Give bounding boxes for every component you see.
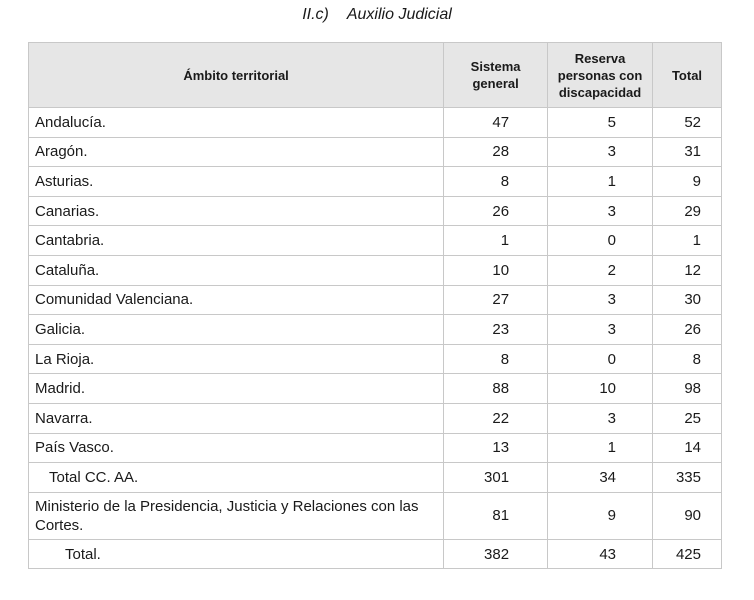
row-total: 12 <box>653 255 722 285</box>
row-total: 25 <box>653 403 722 433</box>
row-sistema: 8 <box>444 344 548 374</box>
row-name: Ministerio de la Presidencia, Justicia y Relaciones con las Cortes. <box>29 492 444 539</box>
row-reserva: 3 <box>548 285 653 315</box>
grand-total-row <box>29 539 722 569</box>
row-name: Total. <box>29 539 444 569</box>
row-reserva: 34 <box>548 463 653 493</box>
table-row <box>29 344 722 374</box>
row-reserva: 1 <box>548 167 653 197</box>
row-total: 9 <box>653 167 722 197</box>
row-total: 29 <box>653 196 722 226</box>
table-row <box>29 167 722 197</box>
row-name: Navarra. <box>29 403 444 433</box>
row-reserva: 3 <box>548 403 653 433</box>
row-total: 90 <box>653 492 722 539</box>
row-total: 31 <box>653 137 722 167</box>
row-sistema: 1 <box>444 226 548 256</box>
row-name: Asturias. <box>29 167 444 197</box>
row-total: 8 <box>653 344 722 374</box>
row-name: Canarias. <box>29 196 444 226</box>
row-reserva: 0 <box>548 344 653 374</box>
row-total: 30 <box>653 285 722 315</box>
table-row <box>29 255 722 285</box>
row-total: 98 <box>653 374 722 404</box>
header-total: Total <box>653 43 722 108</box>
row-sistema: 8 <box>444 167 548 197</box>
row-reserva: 9 <box>548 492 653 539</box>
row-name: Madrid. <box>29 374 444 404</box>
row-sistema: 88 <box>444 374 548 404</box>
row-name: Andalucía. <box>29 108 444 138</box>
row-sistema: 47 <box>444 108 548 138</box>
row-name: Total CC. AA. <box>29 463 444 493</box>
table-row <box>29 403 722 433</box>
row-name: La Rioja. <box>29 344 444 374</box>
title-text: Auxilio Judicial <box>346 6 452 23</box>
row-total: 1 <box>653 226 722 256</box>
table-row <box>29 196 722 226</box>
row-reserva: 3 <box>548 137 653 167</box>
row-sistema: 23 <box>444 315 548 345</box>
row-total: 425 <box>653 539 722 569</box>
row-reserva: 3 <box>548 315 653 345</box>
row-sistema: 26 <box>444 196 548 226</box>
table-row <box>29 226 722 256</box>
row-total: 14 <box>653 433 722 463</box>
row-name: Aragón. <box>29 137 444 167</box>
document-title <box>0 6 754 24</box>
row-sistema: 13 <box>444 433 548 463</box>
row-reserva: 2 <box>548 255 653 285</box>
row-sistema: 81 <box>444 492 548 539</box>
header-ambito: Ámbito territorial <box>29 43 444 108</box>
positions-table <box>28 42 722 569</box>
table-row <box>29 108 722 138</box>
row-reserva: 10 <box>548 374 653 404</box>
row-name: País Vasco. <box>29 433 444 463</box>
row-reserva: 1 <box>548 433 653 463</box>
table-row <box>29 492 722 539</box>
table-row <box>29 285 722 315</box>
row-sistema: 28 <box>444 137 548 167</box>
row-total: 52 <box>653 108 722 138</box>
subtotal-row <box>29 463 722 493</box>
row-sistema: 301 <box>444 463 548 493</box>
row-name: Cantabria. <box>29 226 444 256</box>
table-header-row <box>29 43 722 108</box>
row-sistema: 27 <box>444 285 548 315</box>
table-row <box>29 315 722 345</box>
row-name: Cataluña. <box>29 255 444 285</box>
row-reserva: 3 <box>548 196 653 226</box>
row-total: 335 <box>653 463 722 493</box>
table-row <box>29 433 722 463</box>
row-name: Galicia. <box>29 315 444 345</box>
row-name: Comunidad Valenciana. <box>29 285 444 315</box>
row-total: 26 <box>653 315 722 345</box>
row-sistema: 22 <box>444 403 548 433</box>
header-sistema: Sistema general <box>444 43 548 108</box>
row-sistema: 10 <box>444 255 548 285</box>
row-sistema: 382 <box>444 539 548 569</box>
row-reserva: 5 <box>548 108 653 138</box>
table-row <box>29 374 722 404</box>
table-row <box>29 137 722 167</box>
row-reserva: 43 <box>548 539 653 569</box>
title-code: II.c) <box>302 6 329 23</box>
header-reserva: Reserva personas con discapacidad <box>548 43 653 108</box>
row-reserva: 0 <box>548 226 653 256</box>
